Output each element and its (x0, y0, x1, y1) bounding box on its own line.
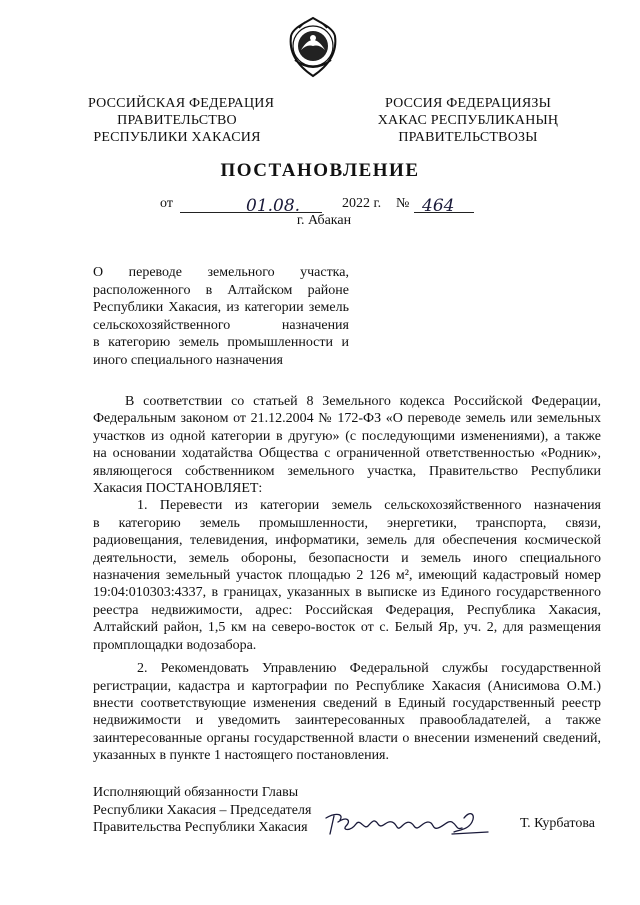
header-right-line: ПРАВИТЕЛЬСТВОЗЫ (398, 130, 538, 145)
subject-line: расположенного в Алтайском районе (93, 282, 349, 298)
header-right-line: ХАКАС РЕСПУБЛИКАНЫҢ (377, 113, 559, 128)
clause-1-line: 1. Перевести из категории земель сельскохозяйственного назначения (137, 498, 601, 514)
subject-line: Республики Хакасия, из категории земель (93, 300, 349, 315)
clause-2-line: недвижимости и уведомить заинтересованных правообладателей, а также (93, 713, 601, 729)
subject-line: сельскохозяйственного назначения (93, 317, 349, 333)
body-line: В соответствии со статьей 8 Земельного кодекса Российской Федерации, (125, 394, 601, 409)
clause-2-line: 2. Рекомендовать Управлению Федеральной службы государственной (137, 661, 601, 677)
clause-1-line: в категорию земель промышленности, энергетики, транспорта, связи, (93, 515, 601, 531)
position-line: Правительства Республики Хакасия (93, 820, 308, 835)
position-line: Исполняющий обязанности Главы (93, 785, 299, 800)
clause-1-line: радиовещания, телевидения, информатики, земель для обеспечения космической (93, 533, 601, 549)
header-left-line: РЕСПУБЛИКИ ХАКАСИЯ (93, 130, 261, 145)
signatory-position (93, 784, 311, 837)
header-left-line: ПРАВИТЕЛЬСТВО (117, 113, 237, 128)
clause-1-line: промплощадки водозабора. (93, 637, 257, 653)
position-line: Республики Хакасия – Председателя (93, 802, 312, 818)
body-line: Федеральным законом от 21.12.2004 № 172-ФЗ «О переводе земель или земельных (93, 411, 601, 427)
subject-block (93, 264, 349, 369)
clause-2-line: внести соответствующие изменения сведений в Единый государственный реестр (93, 695, 601, 711)
subject-line: иного специального назначения (93, 352, 283, 368)
body-line: являющегося собственником земельного участка, Правительство Республики (93, 463, 601, 479)
signatory-name: Т. Курбатова (520, 816, 595, 831)
date-prefix: от (160, 196, 173, 211)
document-title: ПОСТАНОВЛЕНИЕ (220, 160, 420, 181)
clause-1-line: деятельности, земель обороны, безопасности и земель иного специального (93, 550, 601, 566)
handwritten-number: 464 (422, 196, 455, 216)
clause-1-line: Алтайский район, 1,5 км на северо-восток от с. Белый Яр, уч. 2, для размещения (93, 620, 601, 636)
body-line: участков из одной категории в другую» (с последующими изменениями), а также (93, 428, 601, 444)
clause-2-line: регистрации, кадастра и картографии по Республике Хакасия (Анисимова О.М.) (93, 678, 601, 694)
body-line: на основании ходатайства Общества с ограниченной ответственностью «Родник», (93, 446, 601, 462)
city-label: г. Абакан (296, 213, 352, 228)
coat-of-arms-emblem (285, 16, 341, 78)
header-right-line: РОССИЯ ФЕДЕРАЦИЯЗЫ (384, 96, 552, 111)
header-left (88, 95, 275, 146)
handwritten-date: 01.08. (246, 196, 301, 216)
number-sign: № (396, 196, 410, 211)
year-label: 2022 г. (342, 196, 382, 211)
handwritten-signature (322, 808, 492, 838)
body-line: Хакасия ПОСТАНОВЛЯЕТ: (93, 481, 263, 497)
clause-1-line: реестра недвижимости, адрес: Российская Федерация, Республика Хакасия, (93, 602, 601, 618)
header-right (372, 95, 564, 146)
clause-2-line: заинтересованные органы государственной власти о внесении изменений сведений, (93, 730, 601, 746)
header-left-line: РОССИЙСКАЯ ФЕДЕРАЦИЯ (88, 96, 275, 111)
clause-2-line: указанных в пункте 1 настоящего постановления. (93, 748, 389, 764)
document-body (93, 393, 601, 765)
subject-line: О переводе земельного участка, (93, 265, 349, 280)
clause-1-line: назначения земельный участок площадью 2 126 м², имеющий кадастровый номер (93, 568, 601, 584)
subject-line: в категорию земель промышленности и (93, 335, 349, 350)
clause-1-line: 19:04:010303:4337, в границах, указанных в выписке из Единого государственного (93, 585, 601, 601)
